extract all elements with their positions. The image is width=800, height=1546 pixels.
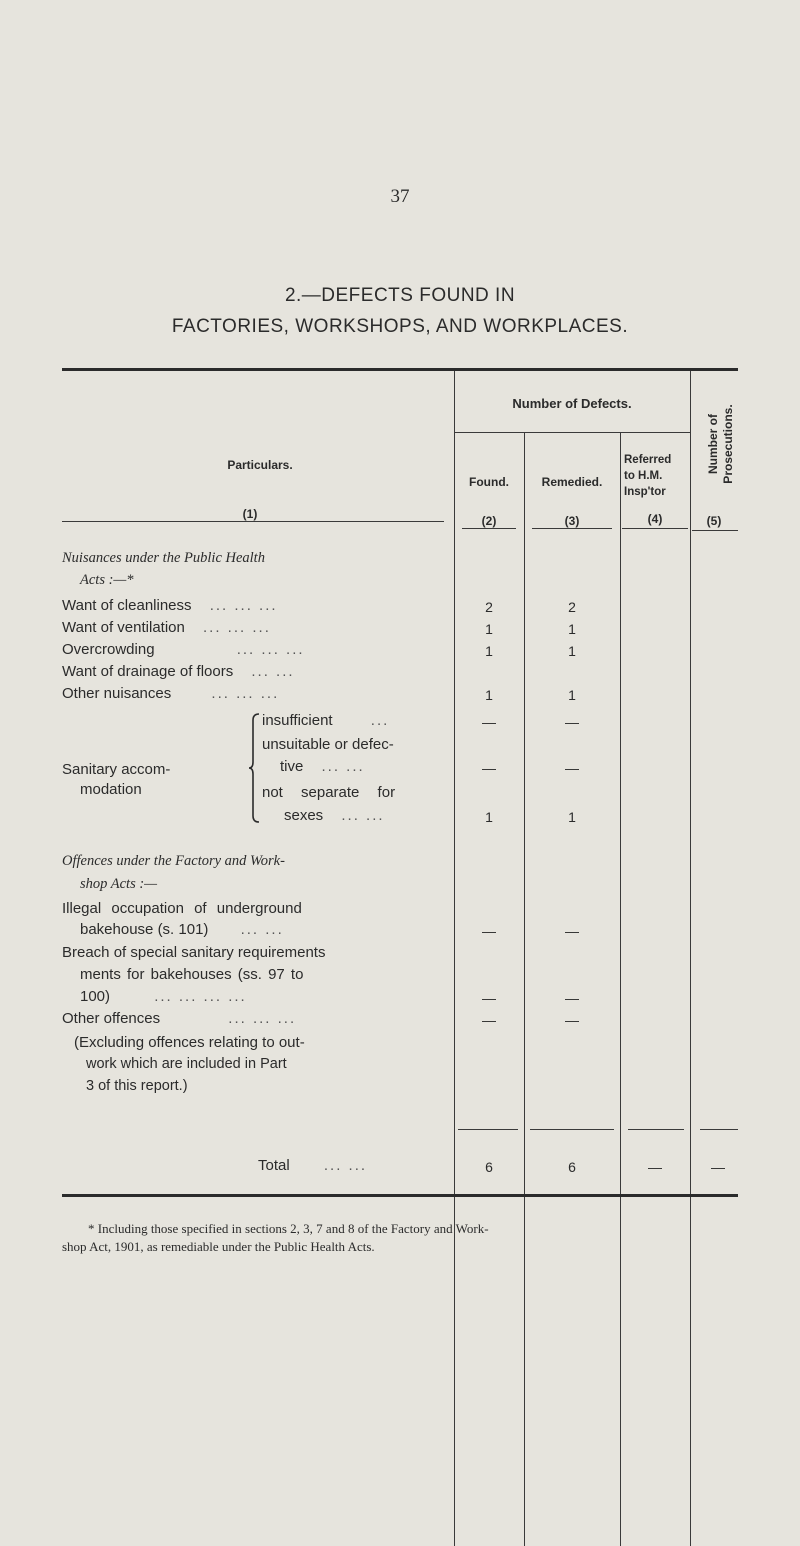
header-prosecutions-line2: Prosecutions. xyxy=(721,404,735,484)
row-illegal-line2 xyxy=(80,921,284,938)
found-unsuitable: — xyxy=(482,760,496,776)
footnote-line1: * Including those specified in sections 2, 3, 7 and 8 of the Factory and Work- xyxy=(88,1221,489,1236)
row-sanitary-unsuitable-line2 xyxy=(280,758,365,775)
header-found: Found. xyxy=(469,475,509,489)
row-sanitary-not-separate-line2 xyxy=(284,807,385,824)
row-sanitary-not-separate-line1: not separate for xyxy=(262,784,396,801)
page-number: 37 xyxy=(390,186,410,207)
header-particulars: Particulars. xyxy=(227,458,293,472)
total-label: Total xyxy=(258,1157,290,1174)
row-breach-line3 xyxy=(80,988,247,1005)
header-bottom-rule-4 xyxy=(622,528,688,529)
header-referred-line3: Insp'tor xyxy=(624,486,666,498)
header-bottom-rule-2 xyxy=(462,528,516,529)
row-excluding-line2: work which are included in Part xyxy=(86,1056,287,1072)
row-other-nuisances xyxy=(62,685,279,702)
remedied-not-separate: 1 xyxy=(568,809,576,825)
leader-dots: ... ... ... xyxy=(203,619,271,636)
row-label: 100) xyxy=(80,988,111,1005)
total-rule-4 xyxy=(628,1129,684,1130)
header-referred-num: (4) xyxy=(647,512,663,526)
found-breach: — xyxy=(482,990,496,1006)
row-other-offences xyxy=(62,1010,296,1027)
row-label: insufficient xyxy=(262,712,333,729)
row-want-of-ventilation xyxy=(62,619,271,636)
row-label: Want of ventilation xyxy=(62,619,185,636)
col-divider-3 xyxy=(620,432,621,1546)
remedied-cleanliness: 2 xyxy=(568,599,576,615)
section-offences-line2: shop Acts :— xyxy=(80,876,158,892)
table-top-rule xyxy=(62,368,738,371)
remedied-other-offences: — xyxy=(565,1012,579,1028)
found-cleanliness: 2 xyxy=(485,599,493,615)
header-prosecutions xyxy=(706,374,738,514)
row-breach-line1: Breach of special sanitary requirements xyxy=(62,944,326,961)
found-illegal: — xyxy=(482,923,496,939)
sanitary-label-line2: modation xyxy=(80,781,142,798)
leader-dots: ... ... xyxy=(341,807,385,824)
leader-dots: ... ... ... ... xyxy=(154,988,247,1005)
footnote-line2: shop Act, 1901, as remediable under the Public Health Acts. xyxy=(62,1239,375,1254)
row-total xyxy=(258,1157,367,1174)
total-rule-2 xyxy=(458,1129,518,1130)
row-sanitary-insufficient xyxy=(262,712,389,729)
row-overcrowding xyxy=(62,641,305,658)
row-label: Want of drainage of floors xyxy=(62,663,234,680)
found-other-nuisances: 1 xyxy=(485,687,493,703)
leader-dots: ... ... xyxy=(251,663,295,680)
col-divider-1 xyxy=(454,371,455,1546)
remedied-unsuitable: — xyxy=(565,760,579,776)
header-bottom-rule-3 xyxy=(532,528,612,529)
header-remedied-num: (3) xyxy=(564,514,580,528)
leader-dots: ... ... xyxy=(323,1157,368,1174)
row-label: Want of cleanliness xyxy=(62,597,192,614)
row-want-of-drainage xyxy=(62,663,295,680)
header-bottom-rule-5 xyxy=(692,530,738,531)
leader-dots: ... ... ... xyxy=(211,685,280,702)
remedied-ventilation: 1 xyxy=(568,621,576,637)
found-overcrowding: 1 xyxy=(485,643,493,659)
sanitary-brace xyxy=(248,712,262,824)
page-title-line2: FACTORIES, WORKSHOPS, AND WORKPLACES. xyxy=(171,316,629,337)
remedied-breach: — xyxy=(565,990,579,1006)
table-bottom-rule xyxy=(62,1194,738,1197)
col-divider-2 xyxy=(524,432,525,1546)
defects-subheader-rule xyxy=(454,432,690,433)
total-prosecutions: — xyxy=(711,1159,725,1175)
found-other-offences: — xyxy=(482,1012,496,1028)
row-excluding-line1: (Excluding offences relating to out- xyxy=(74,1034,305,1051)
header-found-num: (2) xyxy=(481,514,497,528)
header-bottom-rule-1 xyxy=(62,521,444,522)
header-remedied: Remedied. xyxy=(541,475,603,489)
row-label: Other nuisances xyxy=(62,685,172,702)
leader-dots: ... ... ... xyxy=(236,641,305,658)
remedied-overcrowding: 1 xyxy=(568,643,576,659)
leader-dots: ... ... xyxy=(321,758,365,775)
total-remedied: 6 xyxy=(568,1159,576,1175)
section-nuisances-line2: Acts :—* xyxy=(80,572,134,588)
header-prosecutions-num: (5) xyxy=(706,514,722,528)
found-ventilation: 1 xyxy=(485,621,493,637)
remedied-other-nuisances: 1 xyxy=(568,687,576,703)
remedied-insufficient: — xyxy=(565,714,579,730)
section-offences-line1: Offences under the Factory and Work- xyxy=(62,853,285,869)
section-nuisances-line1: Nuisances under the Public Health xyxy=(62,550,265,566)
row-breach-line2: ments for bakehouses (ss. 97 to xyxy=(80,966,304,983)
sanitary-label-line1: Sanitary accom- xyxy=(62,761,171,778)
header-referred-line2: to H.M. xyxy=(624,470,663,482)
row-label: sexes xyxy=(284,807,324,824)
leader-dots: ... ... ... xyxy=(228,1010,297,1027)
found-insufficient: — xyxy=(482,714,496,730)
leader-dots: ... xyxy=(370,712,390,729)
page-title-line1: 2.—DEFECTS FOUND IN xyxy=(284,285,516,306)
col-divider-4 xyxy=(690,371,691,1546)
row-label: tive xyxy=(280,758,304,775)
header-referred-line1: Referred xyxy=(624,454,672,466)
total-found: 6 xyxy=(485,1159,493,1175)
total-rule-5 xyxy=(700,1129,738,1130)
row-sanitary-unsuitable-line1: unsuitable or defec- xyxy=(262,736,394,753)
total-referred: — xyxy=(648,1159,662,1175)
total-rule-3 xyxy=(530,1129,614,1130)
row-illegal-line1: Illegal occupation of underground xyxy=(62,900,302,917)
found-not-separate: 1 xyxy=(485,809,493,825)
remedied-illegal: — xyxy=(565,923,579,939)
header-particulars-num: (1) xyxy=(242,507,258,521)
row-want-of-cleanliness xyxy=(62,597,278,614)
header-prosecutions-line1: Number of xyxy=(706,414,720,474)
row-label: Other offences xyxy=(62,1010,161,1027)
row-label: Overcrowding xyxy=(62,641,155,658)
row-label: bakehouse (s. 101) xyxy=(80,921,209,938)
row-excluding-line3: 3 of this report.) xyxy=(86,1078,188,1094)
leader-dots: ... ... xyxy=(240,921,284,938)
leader-dots: ... ... ... xyxy=(209,597,278,614)
header-number-of-defects: Number of Defects. xyxy=(512,396,632,411)
